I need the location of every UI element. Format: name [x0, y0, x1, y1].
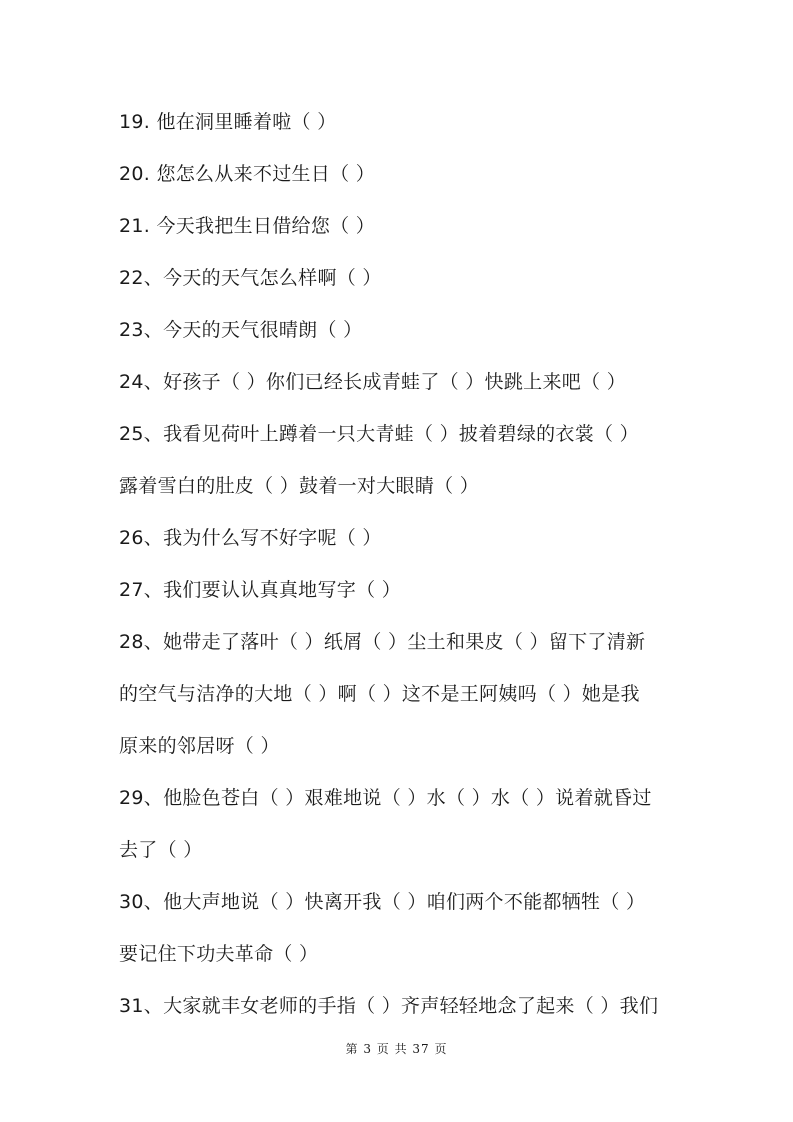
- exercise-line: 要记住下功夫革命（ ）: [119, 943, 319, 965]
- exercise-line: 的空气与洁净的大地（ ）啊（ ）这不是王阿姨吗（ ）她是我: [119, 683, 640, 705]
- exercise-line: 25、我看见荷叶上蹲着一只大青蛙（ ）披着碧绿的衣裳（ ）: [119, 423, 639, 445]
- exercise-line: 26、我为什么写不好字呢（ ）: [119, 527, 382, 549]
- exercise-line: 29、他脸色苍白（ ）艰难地说（ ）水（ ）水（ ）说着就昏过: [119, 787, 652, 809]
- page-number-footer: 第 3 页 共 37 页: [345, 1042, 448, 1056]
- exercise-line: 21. 今天我把生日借给您（ ）: [119, 215, 376, 237]
- exercise-line: 28、她带走了落叶（ ）纸屑（ ）尘土和果皮（ ）留下了清新: [119, 631, 646, 653]
- exercise-line: 19. 他在洞里睡着啦（ ）: [119, 111, 337, 133]
- exercise-line: 去了（ ）: [119, 839, 203, 861]
- exercise-line: 20. 您怎么从来不过生日（ ）: [119, 163, 376, 185]
- exercise-line: 24、好孩子（ ）你们已经长成青蛙了（ ）快跳上来吧（ ）: [119, 371, 626, 393]
- exercise-line: 露着雪白的肚皮（ ）鼓着一对大眼睛（ ）: [119, 475, 480, 497]
- exercise-line: 22、今天的天气怎么样啊（ ）: [119, 267, 382, 289]
- exercise-line: 23、今天的天气很晴朗（ ）: [119, 319, 363, 341]
- exercise-line: 30、他大声地说（ ）快离开我（ ）咱们两个不能都牺牲（ ）: [119, 891, 646, 913]
- exercise-list: [119, 104, 679, 1040]
- exercise-line: 27、我们要认认真真地写字（ ）: [119, 579, 402, 601]
- exercise-line: 原来的邻居呀（ ）: [119, 735, 280, 757]
- exercise-line: 31、大家就丰女老师的手指（ ）齐声轻轻地念了起来（ ）我们: [119, 995, 659, 1017]
